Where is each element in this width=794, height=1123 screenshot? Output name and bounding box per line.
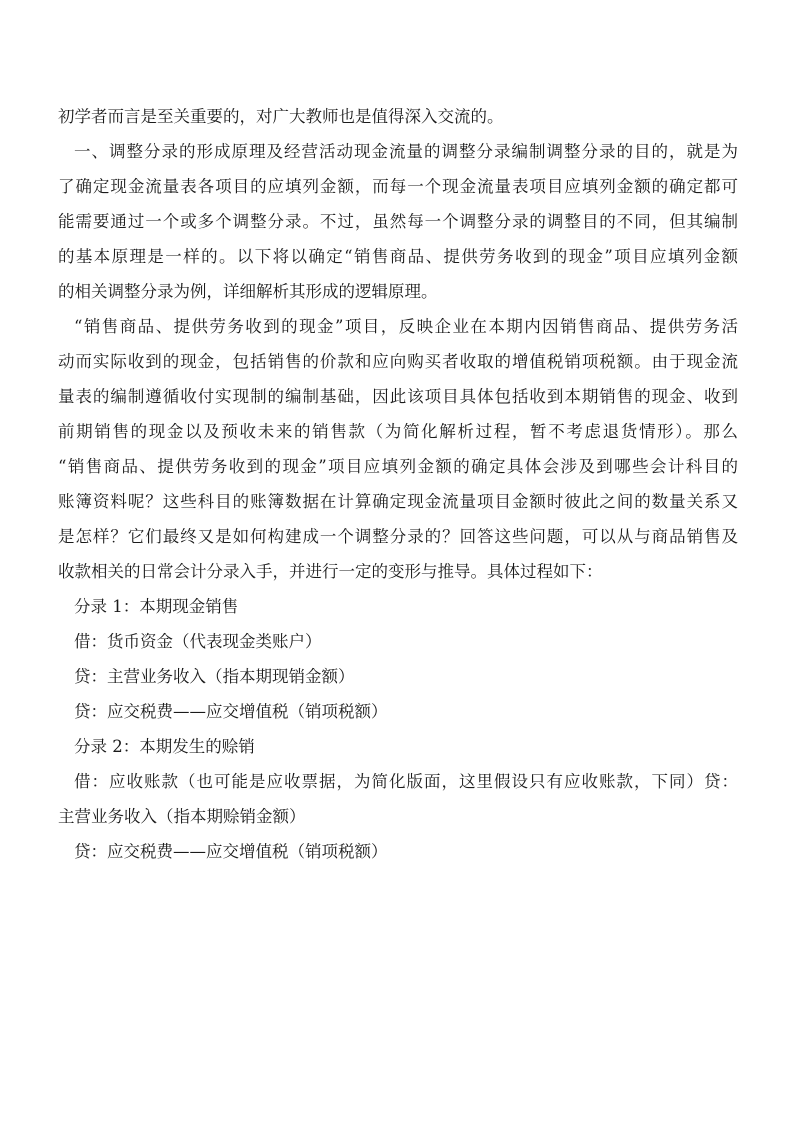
document-body	[58, 99, 738, 869]
journal-entry-credit: 贷：主营业务收入（指本期现销金额）	[74, 667, 355, 686]
text-line: 的相关调整分录为例，详细解析其形成的逻辑原理。	[58, 282, 438, 301]
paragraph-start-line: “销售商品、提供劳务收到的现金”项目，反映企业在本期内因销售商品、提供劳务活	[74, 317, 738, 336]
section-heading-line: 一、调整分录的形成原理及经营活动现金流量的调整分录编制调整分录的目的，就是为	[74, 142, 738, 161]
text-line: 能需要通过一个或多个调整分录。不过，虽然每一个调整分录的调整目的不同，但其编制	[58, 212, 738, 231]
text-line: 是怎样？它们最终又是如何构建成一个调整分录的？回答这些问题，可以从与商品销售及	[58, 527, 738, 546]
text-line: 动而实际收到的现金，包括销售的价款和应向购买者收取的增值税销项税额。由于现金流	[58, 352, 738, 371]
text-line: 账簿资料呢？这些科目的账簿数据在计算确定现金流量项目金额时彼此之间的数量关系又	[58, 492, 738, 511]
journal-entry-credit: 贷：应交税费——应交增值税（销项税额）	[74, 702, 388, 721]
text-line: 初学者而言是至关重要的，对广大教师也是值得深入交流的。	[58, 107, 504, 126]
journal-entry-credit: 贷：应交税费——应交增值税（销项税额）	[74, 842, 388, 861]
journal-entry-title: 分录 1：本期现金销售	[74, 597, 239, 616]
text-line: 收款相关的日常会计分录入手，并进行一定的变形与推导。具体过程如下：	[58, 562, 603, 581]
text-line: 了确定现金流量表各项目的应填列金额，而每一个现金流量表项目应填列金额的确定都可	[58, 177, 738, 196]
text-line: 前期销售的现金以及预收未来的销售款（为简化解析过程，暂不考虑退货情形）。那么	[58, 422, 738, 441]
text-line: 的基本原理是一样的。以下将以确定“销售商品、提供劳务收到的现金”项目应填列金额	[58, 247, 738, 266]
text-line: 量表的编制遵循收付实现制的编制基础，因此该项目具体包括收到本期销售的现金、收到	[58, 387, 738, 406]
journal-entry-title: 分录 2：本期发生的赊销	[74, 737, 255, 756]
journal-entry-credit: 主营业务收入（指本期赊销金额）	[58, 807, 306, 826]
journal-entry-debit: 借：应收账款（也可能是应收票据，为简化版面，这里假设只有应收账款，下同）贷：	[74, 772, 738, 791]
journal-entry-debit: 借：货币资金（代表现金类账户）	[74, 632, 322, 651]
text-line: “销售商品、提供劳务收到的现金”项目应填列金额的确定具体会涉及到哪些会计科目的	[58, 457, 738, 476]
